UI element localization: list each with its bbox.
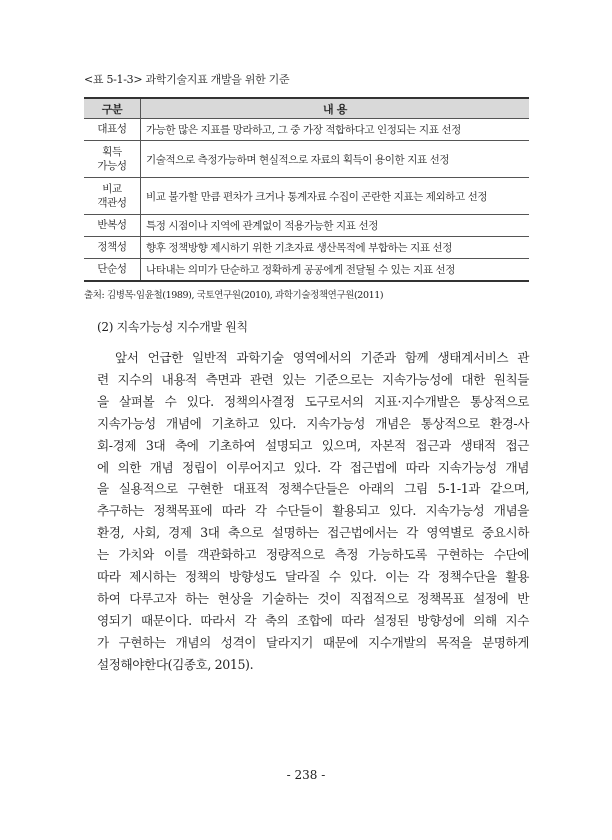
body-paragraph bbox=[97, 347, 529, 676]
section-heading: (2) 지속가능성 지수개발 원칙 bbox=[97, 320, 248, 334]
table-header-row bbox=[84, 98, 529, 119]
paragraph-line: 영되기 때문이다. 따라서 각 축의 조합에 따라 설정된 방향성에 의해 지수 bbox=[97, 612, 529, 628]
paragraph-line: 설정해야한다(김종호, 2015). bbox=[97, 656, 254, 672]
criterion-content: 나타내는 의미가 단순하고 정확하게 공공에게 전달될 수 있는 지표 선정 bbox=[141, 259, 530, 282]
paragraph-line: 을 살펴볼 수 있다. 정책의사결정 도구로서의 지표·지수개발은 통상적으로 bbox=[97, 393, 529, 409]
table-source-note: 출처: 김병목·임윤철(1989), 국토연구원(2010), 과학기술정책연구원(2011) bbox=[84, 290, 384, 301]
paragraph-line: 련 지수의 내용적 측면과 관련 있는 기준으로는 지속가능성에 대한 원칙들 bbox=[97, 371, 529, 387]
paragraph-line: 따라 제시하는 정책의 방향성도 달라질 수 있다. 이는 각 정책수단을 활용 bbox=[97, 569, 529, 585]
paragraph-line: 지속가능성 개념에 기초하고 있다. 지속가능성 개념은 통상적으로 환경-사 bbox=[97, 415, 529, 431]
criterion-content: 향후 정책방향 제시하기 위한 기초자료 생산목적에 부합하는 지표 선정 bbox=[141, 237, 530, 259]
paragraph-line: 하여 다루고자 하는 현상을 기술하는 것이 직접적으로 정책목표 설정에 반 bbox=[97, 590, 529, 606]
criterion-name: 반복성 bbox=[84, 215, 141, 237]
criterion-content: 특정 시점이나 지역에 관계없이 적용가능한 지표 선정 bbox=[141, 215, 530, 237]
header-content: 내 용 bbox=[141, 98, 530, 119]
table-row bbox=[84, 178, 529, 215]
paragraph-line: 에 의한 개념 정립이 이루어지고 있다. 각 접근법에 따라 지속가능성 개념 bbox=[97, 459, 529, 475]
paragraph-line: 앞서 언급한 일반적 과학기술 영역에서의 기준과 함께 생태계서비스 관 bbox=[115, 350, 529, 365]
criterion-name: 대표성 bbox=[84, 119, 141, 141]
paragraph-line: 환경, 사회, 경제 3대 축으로 설명하는 접근법에서는 각 영역별로 중요시하 bbox=[97, 525, 529, 541]
paragraph-line: 회-경제 3대 축에 기초하여 설명되고 있으며, 자본적 접근과 생태적 접근 bbox=[97, 437, 529, 453]
table-row bbox=[84, 215, 529, 237]
paragraph-line: 추구하는 정책목표에 따라 각 수단들이 활용되고 있다. 지속가능성 개념을 bbox=[97, 503, 529, 519]
criterion-content: 가능한 많은 지표를 망라하고, 그 중 가장 적합하다고 인정되는 지표 선정 bbox=[141, 119, 530, 141]
paragraph-line: 가 구현하는 개념의 성격이 달라지기 때문에 지수개발의 목적을 분명하게 bbox=[97, 634, 529, 650]
criterion-name: 단순성 bbox=[84, 259, 141, 282]
paragraph-line: 는 가치와 이를 객관화하고 정량적으로 측정 가능하도록 구현하는 수단에 bbox=[97, 547, 529, 563]
table-row bbox=[84, 119, 529, 141]
criterion-name: 정책성 bbox=[84, 237, 141, 259]
criteria-table bbox=[84, 97, 529, 282]
criterion-name: 비교 객관성 bbox=[84, 178, 141, 215]
table-caption: <표 5-1-3> 과학기술지표 개발을 위한 기준 bbox=[84, 73, 290, 86]
header-category: 구분 bbox=[84, 98, 141, 119]
paragraph-line: 을 실용적으로 구현한 대표적 정책수단들은 아래의 그림 5-1-1과 같으며, bbox=[97, 481, 529, 497]
table-row bbox=[84, 237, 529, 259]
criterion-name: 획득 가능성 bbox=[84, 141, 141, 178]
page-number: - 238 - bbox=[286, 768, 326, 782]
criterion-content: 비교 불가할 만큼 편차가 크거나 통계자료 수집이 곤란한 지표는 제외하고 선정 bbox=[141, 178, 530, 215]
table-row bbox=[84, 141, 529, 178]
table-row bbox=[84, 259, 529, 282]
criterion-content: 기술적으로 측정가능하며 현실적으로 자료의 획득이 용이한 지표 선정 bbox=[141, 141, 530, 178]
